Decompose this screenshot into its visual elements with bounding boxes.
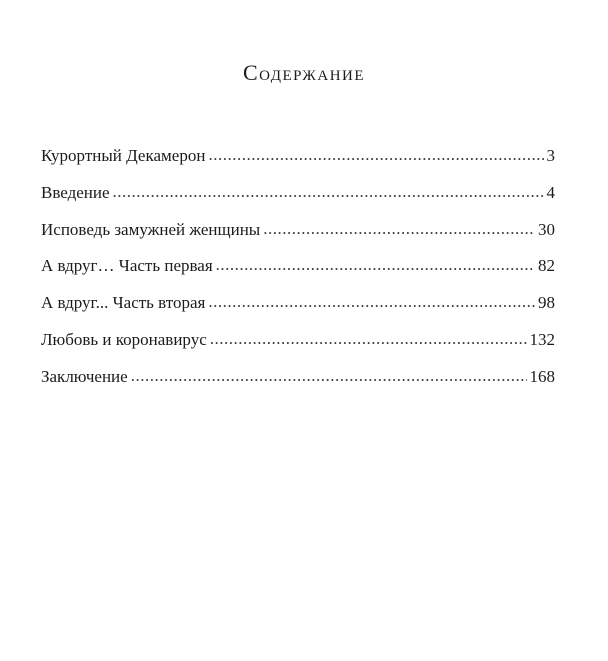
toc-entry bbox=[41, 175, 555, 212]
toc-entry bbox=[41, 248, 555, 285]
entry-title: Заключение bbox=[41, 366, 128, 386]
toc-entry bbox=[41, 212, 555, 249]
dot-leader bbox=[263, 211, 535, 248]
entry-page-number: 98 bbox=[538, 293, 555, 313]
dot-leader bbox=[216, 247, 535, 284]
dot-leader bbox=[131, 358, 527, 395]
entry-title: Исповедь замужней женщины bbox=[41, 219, 261, 239]
toc-entry bbox=[41, 285, 555, 322]
entry-page-number: 82 bbox=[538, 256, 555, 276]
toc-entry bbox=[41, 138, 555, 175]
entry-title: А вдруг… Часть первая bbox=[41, 256, 213, 276]
dot-leader bbox=[210, 321, 527, 358]
table-of-contents bbox=[41, 138, 555, 396]
entry-page-number: 3 bbox=[546, 146, 555, 165]
entry-title: Любовь и коронавирус bbox=[41, 329, 207, 349]
entry-page-number: 4 bbox=[546, 182, 555, 202]
dot-leader bbox=[208, 137, 543, 174]
dot-leader bbox=[208, 284, 535, 321]
page-title: Содержание bbox=[242, 60, 366, 85]
entry-title: Введение bbox=[41, 182, 110, 202]
dot-leader bbox=[113, 174, 544, 211]
entry-title: Курортный Декамерон bbox=[41, 146, 206, 165]
entry-page-number: 132 bbox=[529, 329, 555, 349]
entry-title: А вдруг... Часть вторая bbox=[41, 293, 206, 313]
entry-page-number: 30 bbox=[538, 219, 555, 239]
toc-entry bbox=[41, 322, 555, 359]
toc-entry bbox=[41, 359, 555, 396]
entry-page-number: 168 bbox=[529, 366, 555, 386]
